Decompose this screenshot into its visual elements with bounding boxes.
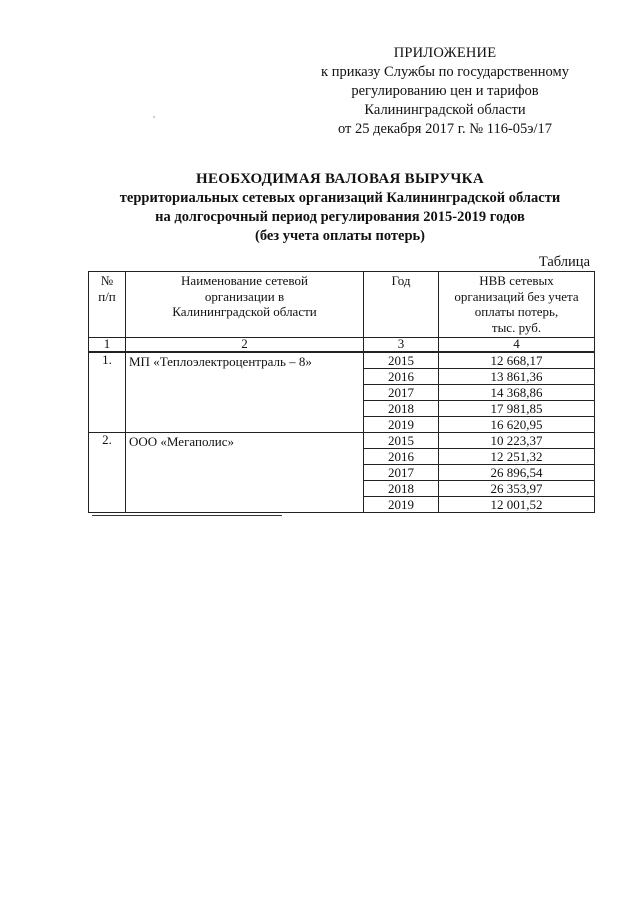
year-cell: 2019 bbox=[364, 417, 439, 433]
column-number: 1 bbox=[89, 338, 126, 353]
header-nvv-line-3: оплаты потерь, bbox=[474, 304, 559, 319]
nvv-value-cell: 26 896,54 bbox=[439, 465, 595, 481]
appendix-block bbox=[300, 44, 590, 139]
title-subject: территориальных сетевых организаций Калининградской области bbox=[119, 190, 561, 206]
header-nvv-line-1: НВВ сетевых bbox=[479, 273, 554, 288]
nvv-value-cell: 10 223,37 bbox=[439, 433, 595, 449]
column-number-row bbox=[89, 338, 595, 353]
header-year-label: Год bbox=[391, 273, 411, 288]
nvv-value-cell: 26 353,97 bbox=[439, 481, 595, 497]
table-header-row bbox=[89, 272, 595, 338]
org-name: МП «Теплоэлектроцентраль – 8» bbox=[126, 352, 364, 433]
year-cell: 2016 bbox=[364, 369, 439, 385]
title-main: НЕОБХОДИМАЯ ВАЛОВАЯ ВЫРУЧКА bbox=[196, 171, 484, 187]
org-index: 1. bbox=[89, 352, 126, 433]
nvv-value-cell: 14 368,86 bbox=[439, 385, 595, 401]
year-cell: 2018 bbox=[364, 481, 439, 497]
nvv-value-cell: 12 001,52 bbox=[439, 497, 595, 513]
title-period: на долгосрочный период регулирования 2015-2019 годов bbox=[155, 209, 525, 225]
header-org-line-2: организации в bbox=[204, 288, 285, 304]
nvv-value-cell: 16 620,95 bbox=[439, 417, 595, 433]
appendix-date-line: от 25 декабря 2017 г. № 116-05э/17 bbox=[337, 121, 553, 137]
org-index: 2. bbox=[89, 433, 126, 513]
year-cell: 2016 bbox=[364, 449, 439, 465]
appendix-region-line: Калининградской области bbox=[364, 102, 526, 118]
appendix-order-line: к приказу Службы по государственному bbox=[321, 64, 569, 80]
table-caption: Таблица bbox=[538, 254, 590, 270]
header-org-line-1: Наименование сетевой bbox=[181, 273, 308, 288]
column-number: 2 bbox=[126, 338, 364, 353]
appendix-heading: ПРИЛОЖЕНИЕ bbox=[393, 45, 497, 61]
nvv-value-cell: 13 861,36 bbox=[439, 369, 595, 385]
column-number: 3 bbox=[364, 338, 439, 353]
appendix-service-line: регулированию цен и тарифов bbox=[351, 83, 539, 99]
header-org-line-3: Калининградской области bbox=[172, 304, 317, 319]
table-row bbox=[89, 433, 595, 449]
year-cell: 2015 bbox=[364, 352, 439, 369]
nvv-value-cell: 17 981,85 bbox=[439, 401, 595, 417]
header-nvv bbox=[439, 272, 595, 338]
nvv-value-cell: 12 668,17 bbox=[439, 352, 595, 369]
header-number-symbol: № bbox=[100, 273, 114, 288]
year-cell: 2015 bbox=[364, 433, 439, 449]
nvv-table bbox=[88, 271, 595, 513]
year-cell: 2018 bbox=[364, 401, 439, 417]
scan-speck bbox=[153, 116, 155, 118]
header-nvv-line-2: организаций без учета bbox=[454, 288, 579, 304]
header-year bbox=[364, 272, 439, 338]
org-name: ООО «Мегаполис» bbox=[126, 433, 364, 513]
header-number bbox=[89, 272, 126, 338]
document-title bbox=[60, 170, 620, 246]
column-number: 4 bbox=[439, 338, 595, 353]
title-note: (без учета оплаты потерь) bbox=[254, 228, 426, 244]
footnote-separator bbox=[92, 515, 282, 516]
header-nvv-line-4: тыс. руб. bbox=[491, 319, 542, 335]
nvv-value-cell: 12 251,32 bbox=[439, 449, 595, 465]
table-row bbox=[89, 352, 595, 369]
year-cell: 2019 bbox=[364, 497, 439, 513]
year-cell: 2017 bbox=[364, 385, 439, 401]
header-number-abbr: п/п bbox=[98, 288, 116, 304]
year-cell: 2017 bbox=[364, 465, 439, 481]
header-organization bbox=[126, 272, 364, 338]
